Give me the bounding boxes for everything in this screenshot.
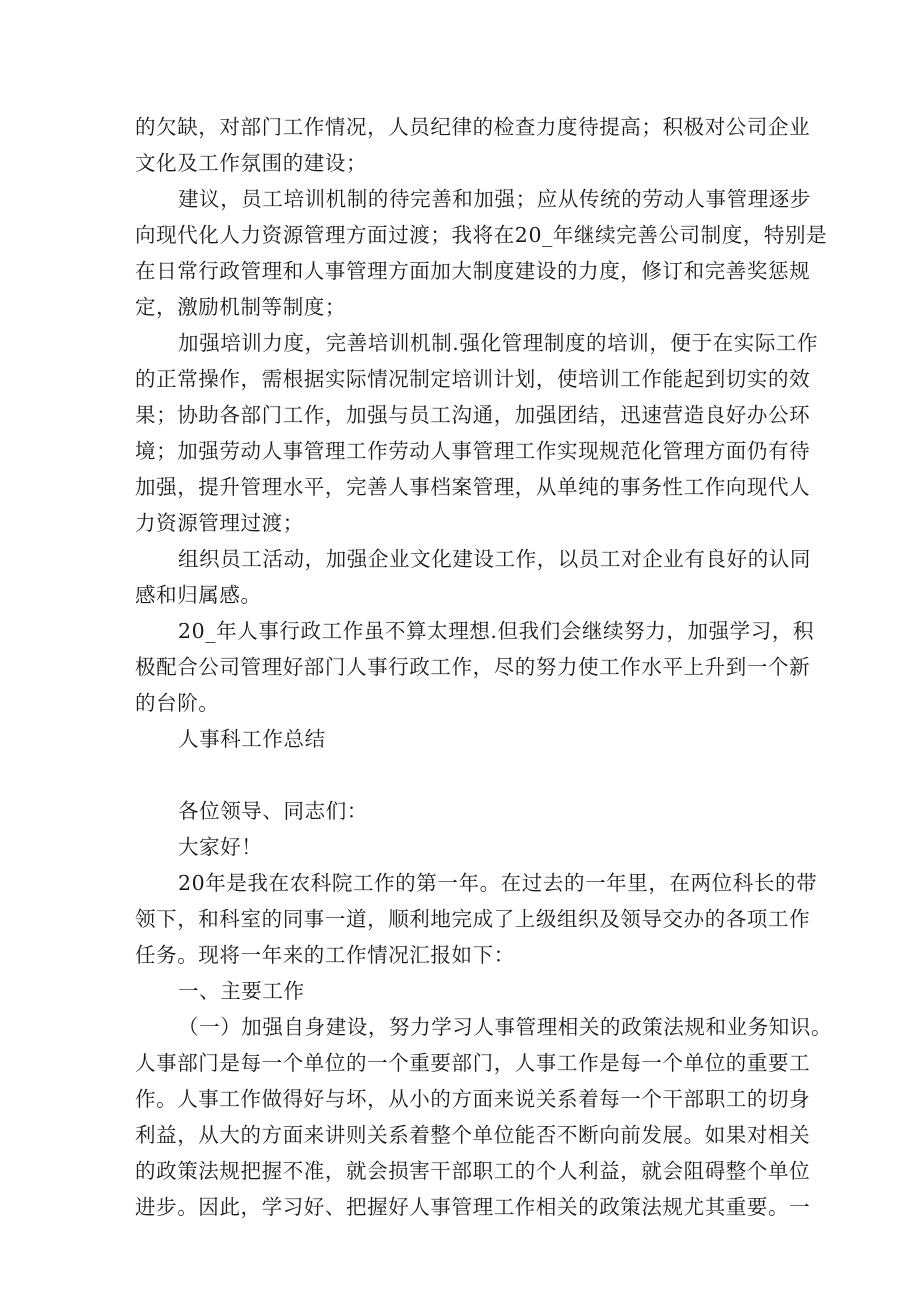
text-line: 20_年人事行政工作虽不算太理想.但我们会继续努力，加强学习，积 (178, 619, 815, 643)
text-line: 作。人事工作做得好与坏，从小的方面来说关系着每一个干部职工的切身 (135, 1087, 811, 1111)
text-line: 向现代化人力资源管理方面过渡；我将在20_年继续完善公司制度，特别是 (135, 223, 828, 247)
text-line: 加强，提升管理水平，完善人事档案管理，从单纯的事务性工作向现代人 (135, 475, 811, 499)
greeting: 大家好！ (178, 835, 263, 859)
text-line: 在日常行政管理和人事管理方面加大制度建设的力度，修订和完善奖惩规 (135, 259, 811, 283)
text-line: 的台阶。 (135, 691, 220, 715)
text-line: 组织员工活动，加强企业文化建设工作，以员工对企业有良好的认同 (178, 547, 811, 571)
text-line: 感和归属感。 (135, 583, 262, 607)
text-line: 领下，和科室的同事一道，顺利地完成了上级组织及领导交办的各项工作 (135, 907, 811, 931)
text-line: 极配合公司管理好部门人事行政工作，尽的努力使工作水平上升到一个新 (135, 655, 811, 679)
text-line: （一）加强自身建设，努力学习人事管理相关的政策法规和业务知识。 (178, 1015, 833, 1039)
text-line: 果；协助各部门工作，加强与员工沟通，加强团结，迅速营造良好办公环 (135, 403, 811, 427)
text-line: 20年是我在农科院工作的第一年。在过去的一年里，在两位科长的带 (178, 871, 818, 895)
text-line: 文化及工作氛围的建设； (135, 151, 368, 175)
text-line: 定，激励机制等制度； (135, 295, 346, 319)
text-line: 的正常操作，需根据实际情况制定培训计划，使培训工作能起到切实的效 (135, 367, 811, 391)
text-line: 任务。现将一年来的工作情况汇报如下： (135, 943, 515, 967)
subsection-heading: 一、主要工作 (178, 979, 305, 1003)
text-line: 的欠缺，对部门工作情况，人员纪律的检查力度待提高；积极对公司企业 (135, 115, 811, 139)
text-line: 力资源管理过渡； (135, 511, 304, 535)
text-line: 人事部门是每一个单位的一个重要部门，人事工作是每一个单位的重要工 (135, 1051, 811, 1075)
salutation: 各位领导、同志们： (178, 799, 368, 823)
text-line: 加强培训力度，完善培训机制.强化管理制度的培训，便于在实际工作 (178, 331, 819, 355)
text-line: 利益，从大的方面来讲则关系着整个单位能否不断向前发展。如果对相关 (135, 1123, 811, 1147)
text-line: 的政策法规把握不准，就会损害干部职工的个人利益，就会阻碍整个单位 (135, 1159, 811, 1183)
text-line: 建议，员工培训机制的待完善和加强；应从传统的劳动人事管理逐步 (178, 187, 811, 211)
text-line: 进步。因此，学习好、把握好人事管理工作相关的政策法规尤其重要。一 (135, 1195, 811, 1219)
section-title: 人事科工作总结 (178, 727, 326, 751)
text-line: 境；加强劳动人事管理工作劳动人事管理工作实现规范化管理方面仍有待 (135, 439, 811, 463)
